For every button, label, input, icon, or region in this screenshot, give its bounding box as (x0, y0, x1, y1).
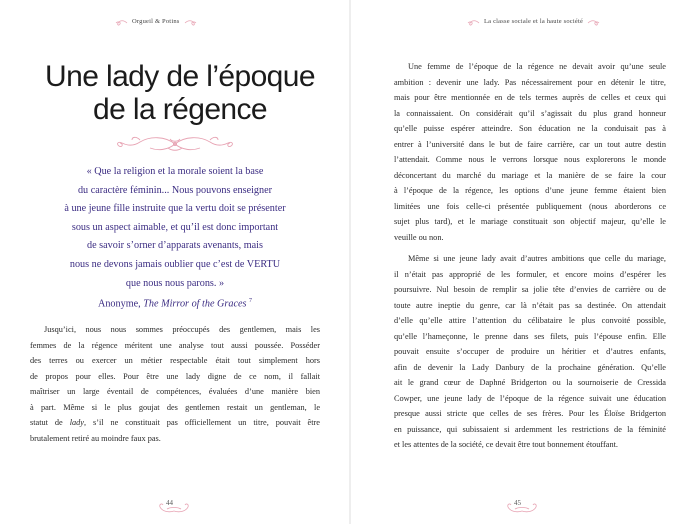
body-line: et les attentes de la société, ce devait être tout bonnement étouffant. (394, 440, 619, 449)
body-line-emphasis: lady (69, 418, 84, 427)
body-line: Jusqu’ici, nous nous sommes préoccupés des gentlemen, mais les (44, 325, 320, 334)
body-line-part: statut de (30, 418, 70, 427)
body-line: Cowper, une jeune lady de l’époque de la régence suivait une éducation (394, 393, 666, 403)
body-line (30, 415, 320, 431)
flourish-icon (587, 19, 601, 27)
body-line: la connaissaient. On considérait qu’il s’agissait du plus grand honneur (394, 108, 666, 118)
body-line: des terres ou exercer un métier respectable était tout simplement hors (30, 356, 320, 365)
body-line-part: , s’il ne constituait pas officiellement un titre, pouvait être (83, 418, 320, 427)
body-line: en puissance, qui subissaient si ardemment les restrictions de la féminité (394, 424, 666, 434)
body-line: Même si une jeune lady avait d’autres ambitions que celle du mariage, (408, 254, 666, 263)
page-number: 45 (514, 499, 521, 507)
body-text-left (30, 322, 320, 446)
body-line: sujet plus tard), et le mariage constituait son objectif majeur, qu’elle le (394, 217, 666, 226)
folio-ornament-icon (156, 494, 192, 514)
running-head-text: La classe sociale et la haute société (480, 18, 587, 25)
quote-line: sous un aspect aimable, et qu’il est donc important (71, 221, 279, 233)
running-head-text: Orgueil & Potins (128, 18, 184, 25)
quote-line: de savoir s’orner d’apparats avenants, mais (87, 240, 263, 252)
body-line: Une femme de l’époque de la régence ne devait avoir qu’une seule (408, 62, 666, 71)
flourish-icon (184, 19, 198, 27)
quote-line: à une jeune fille instruite que la vertu doit se présenter (64, 203, 286, 215)
paragraph-2 (394, 251, 666, 267)
body-line: il n’était pas approprié de les formuler, et encore moins d’espérer les (394, 269, 666, 279)
quote-line: « Que la religion et la morale soient la base (86, 166, 264, 177)
body-line: presque aussi stricte que celles de ses frères. Pour les Éloïse Bridgerton (394, 409, 666, 418)
body-line: ait le grand cœur de Daphné Bridgerton ou la sournoiserie de Cressida (394, 378, 666, 387)
body-line: de propos pour elles. Pour être une lady digne de ce nom, il fallait (30, 371, 320, 381)
epigraph-attribution (30, 298, 320, 309)
quote-line: du caractère féminin... Nous pouvons enseigner (77, 184, 273, 196)
body-line: qu’elle puisse espérer atteindre. Son éducation ne la conduisait pas à (394, 124, 666, 133)
body-text-right (394, 59, 666, 453)
body-line: entrer à l’université dans le but de faire carrière, car un tout autre destin (394, 139, 666, 149)
body-line: ambition : devenir une lady. Pas nécessairement pour en détenir le titre, (394, 77, 666, 87)
body-line: brutalement retiré au moindre faux pas. (30, 433, 161, 443)
body-line: femmes de la régence méritent une analyse tout aussi poussée. Posséder (30, 340, 320, 350)
attribution-book-title: The Mirror of the Graces (143, 298, 247, 310)
body-line: mais pour être mentionnée en de tels termes auprès de celles et ceux qui (394, 93, 666, 102)
body-line: afin de devenir la Lady Danbury de la prochaine génération. Qu’elle (394, 362, 666, 372)
footnote-marker: 7 (249, 298, 253, 304)
flourish-icon (466, 19, 480, 27)
folio-ornament-icon (504, 494, 540, 514)
attribution-author: Anonyme, (97, 298, 141, 310)
body-line: maîtriser un large éventail de compétences, évaluées d’une manière bien (30, 387, 320, 396)
page-number: 44 (166, 499, 173, 507)
quote-line: que nous nous parons. » (125, 277, 225, 289)
flourish-icon (114, 19, 128, 27)
body-line: à part. Même si le plus goujat des gentlemen restait un gentleman, le (30, 402, 320, 412)
epigraph-quote (30, 163, 320, 293)
page-title (40, 60, 320, 126)
ornament-divider-icon (110, 133, 240, 155)
body-line: qu’elle l’hameçonne, le prenne dans ses filets, puis l’épouse enfin. Elle (394, 331, 666, 341)
title-line-1: Une lady de l’époque (45, 60, 315, 93)
body-line: toute autre ineptie du genre, car là n’était pas sa destinée. On attendait (394, 300, 666, 310)
body-line: pouvait ensuite s’occuper de produire un héritier et d’autres enfants, (394, 347, 666, 356)
body-line: veuille ou non. (394, 232, 444, 242)
body-line: d’elle qu’elle attire l’attention du célibataire le plus convoité possible, (394, 316, 666, 325)
quote-line: nous ne devons jamais oublier que c’est de VERTU (69, 258, 281, 270)
paragraph-1 (394, 59, 666, 75)
right-page (350, 0, 700, 524)
body-line: limitées une fois celle-ci présentée publiquement (nous aborderons ce (394, 201, 666, 211)
body-line: déconcertant du marché du mariage et la manière de se faire la cour (394, 170, 666, 180)
body-line: l’attendait. Comme nous le verrons lorsque nous explorerons le monde (394, 155, 666, 164)
title-line-2: de la régence (92, 93, 267, 126)
body-line: poursuivre. Nul besoin de remplir sa jolie tête d’envies de carrière ou de (394, 285, 666, 294)
body-line: à l’époque de la régence, les options d’une jeune femme étaient bien (394, 186, 666, 195)
